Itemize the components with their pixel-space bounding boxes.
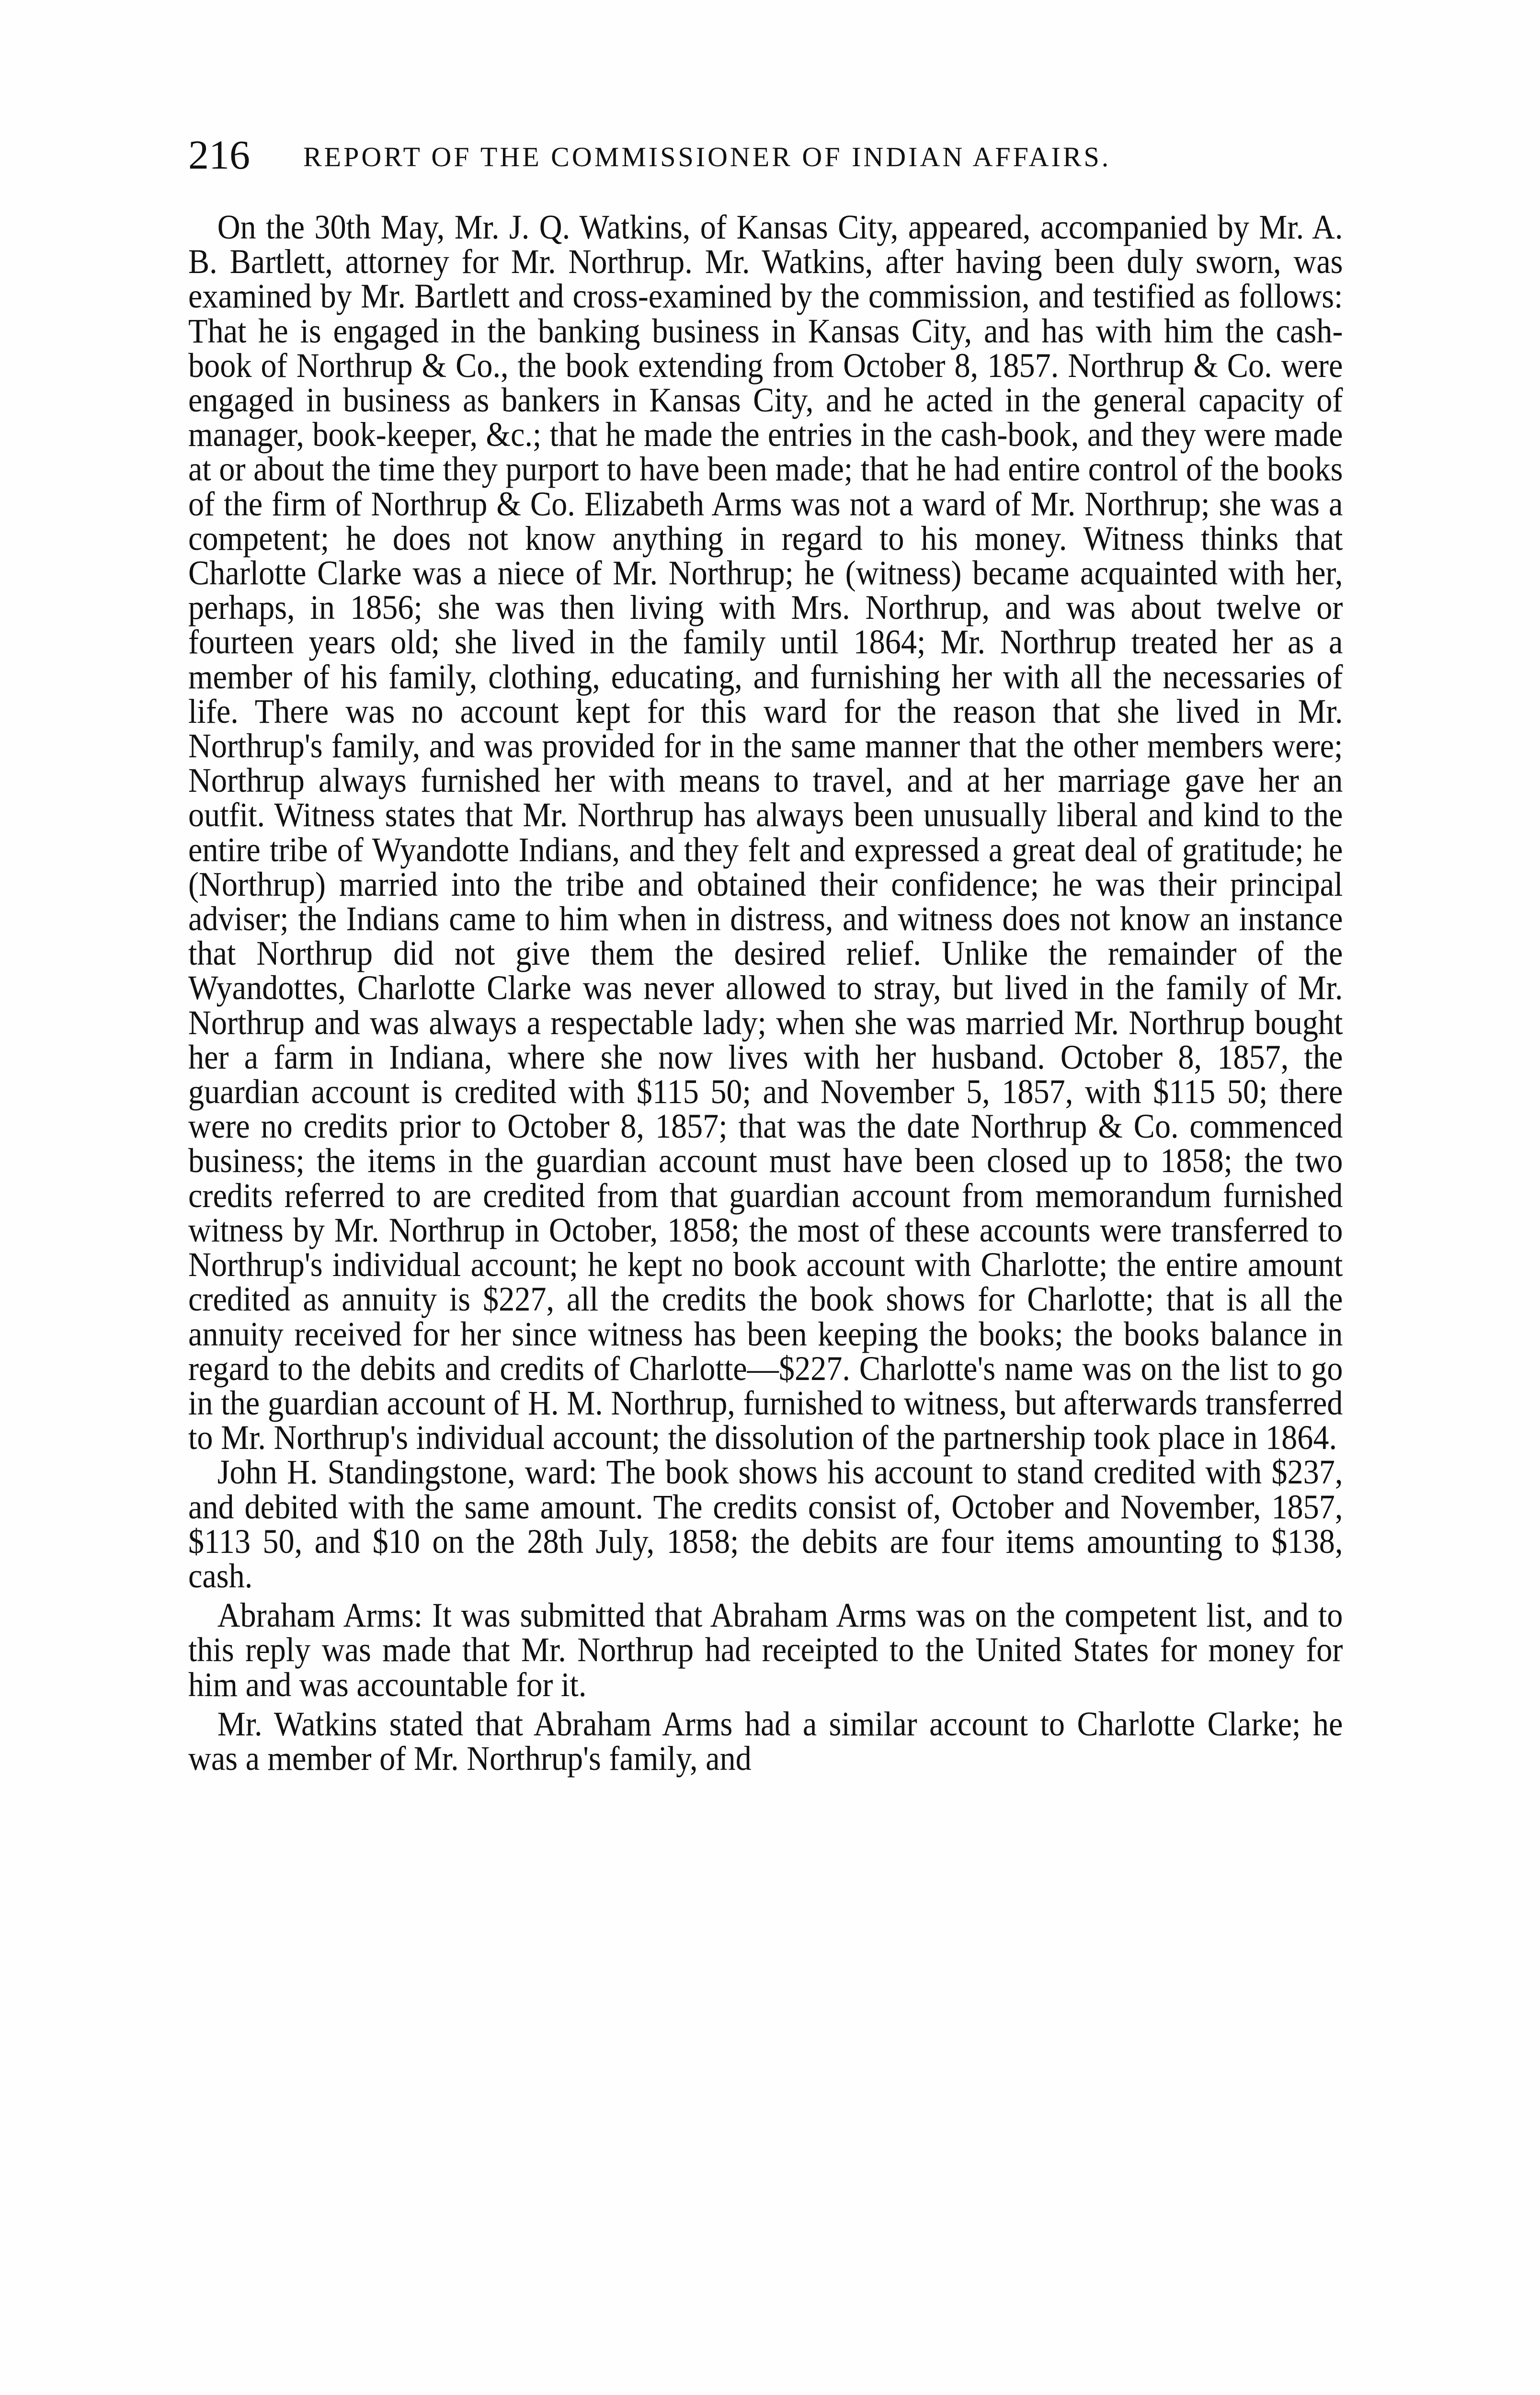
running-head — [188, 128, 1363, 181]
body-text — [188, 210, 1343, 1776]
paragraph-watkins-statement: Mr. Watkins stated that Abraham Arms had a similar account to Charlotte Clarke; he was a member of Mr. Northrup's family, and — [188, 1704, 1343, 1778]
page-number: 216 — [188, 132, 250, 178]
paragraph-standingstone-ward: John H. Standingstone, ward: The book shows his account to stand credited with $237, and debited with the same amount. The credits consist of, October and November, 1857, $113 50, and $10 on the 28th July, 1858; the debits are four items amounting to $138, cash. — [188, 1453, 1343, 1595]
paragraph-abraham-arms: Abraham Arms: It was submitted that Abraham Arms was on the competent list, and to this reply was made that Mr. Northrup had receipted to the United States for money for him and was accountable for it. — [188, 1596, 1343, 1704]
paragraph-watkins-testimony: On the 30th May, Mr. J. Q. Watkins, of Kansas City, appeared, accompanied by Mr. A. B. Bartlett, attorney for Mr. Northrup. Mr. Watkins, after having been duly sworn, was examined by Mr. Bartlett and cross-examined by the commission, and testified as follows: That he is engaged in the banking business in Kansas City, and has with him the cash-book of Northrup & Co., the book extending from October 8, 1857. Northrup & Co. were engaged in business as bankers in Kansas City, and he acted in the general capacity of manager, book-keeper, &c.; that he made the entries in the cash-book, and they were made at or about the time they purport to have been made; that he had entire control of the books of the firm of Northrup & Co. Elizabeth Arms was not a ward of Mr. Northrup; she was a competent; he does not know anything in regard to his money. Witness thinks that Charlotte Clarke was a niece of Mr. Northrup; he (witness) became acquainted with her, perhaps, in 1856; she was then living with Mrs. Northrup, and was about twelve or fourteen years old; she lived in the family until 1864; Mr. Northrup treated her as a member of his family, clothing, educating, and furnishing her with all the necessaries of life. There was no account kept for this ward for the reason that she lived in Mr. Northrup's family, and was provided for in the same manner that the other members were; Northrup always furnished her with means to travel, and at her marriage gave her an outfit. Witness states that Mr. Northrup has always been unusually liberal and kind to the entire tribe of Wyandotte Indians, and they felt and expressed a great deal of gratitude; he (Northrup) married into the tribe and obtained their confidence; he was their principal adviser; the Indians came to him when in distress, and witness does not know an instance that Northrup did not give them the desired relief. Unlike the remainder of the Wyandottes, Charlotte Clarke was never allowed to stray, but lived in the family of Mr. Northrup and was always a respectable lady; when she was married Mr. Northrup bought her a farm in Indiana, where she now lives with her husband. October 8, 1857, the guardian account is credited with $115 50; and November 5, 1857, with $115 50; there were no credits prior to October 8, 1857; that was the date Northrup & Co. commenced business; the items in the guardian account must have been closed up to 1858; the two credits referred to are credited from that guardian account from memorandum furnished witness by Mr. Northrup in October, 1858; the most of these accounts were transferred to Northrup's individual account; he kept no book account with Charlotte; the entire amount credited as annuity is $227, all the credits the book shows for Charlotte; that is all the annuity received for her since witness has been keeping the books; the books balance in regard to the debits and credits of Charlotte—$227. Charlotte's name was on the list to go in the guardian account of H. M. Northrup, furnished to witness, but afterwards transferred to Mr. Northrup's individual account; the dissolution of the partnership took place in 1864. — [188, 208, 1343, 1457]
running-head-title: REPORT OF THE COMMISSIONER OF INDIAN AFFAIRS. — [303, 141, 1111, 172]
